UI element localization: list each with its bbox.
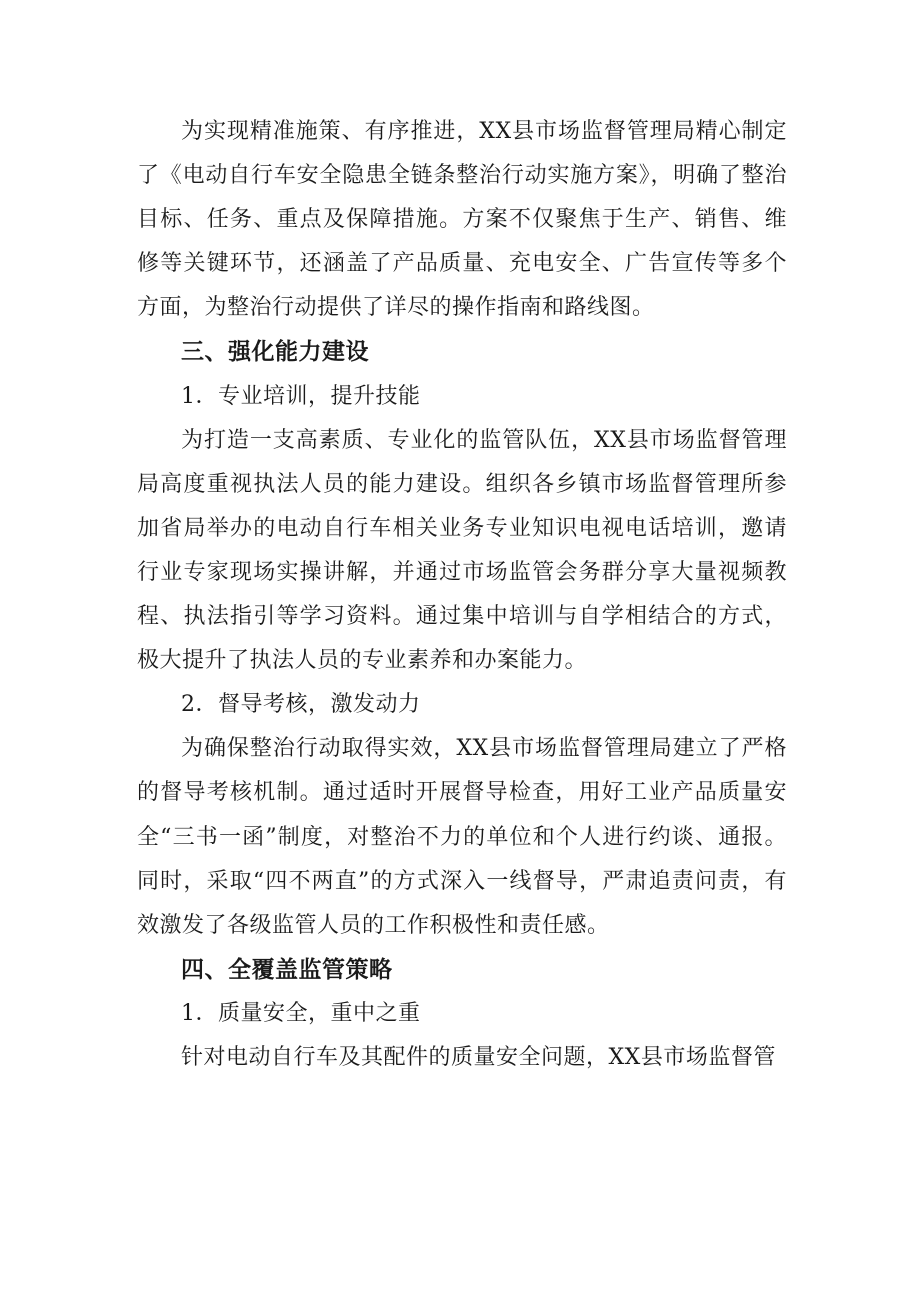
document-body [137, 110, 787, 1080]
subheading-quality-safety: 1．质量安全，重中之重 [181, 1000, 421, 1026]
subheading-supervision-assessment: 2．督导考核，激发动力 [181, 692, 421, 718]
section-heading-capacity-building: 三、强化能力建设 [181, 339, 369, 366]
paragraph-plan-overview: 为实现精准施策、有序推进，XX县市场监督管理局精心制定了《电动自行车安全隐患全链条整治行动实施方案》，明确了整治目标、任务、重点及保障措施。方案不仅聚焦于生产、销售、维修等关键环节，还涵盖了产品质量、充电安全、广告宣传等多个方面，为整治行动提供了详尽的操作指南和路线图。 [137, 119, 787, 321]
paragraph-training-details: 为打造一支高素质、专业化的监管队伍，XX县市场监督管理局高度重视执法人员的能力建设。组织各乡镇市场监督管理所参加省局举办的电动自行车相关业务专业知识电视电话培训，邀请行业专家现场实操讲解，并通过市场监管会务群分享大量视频教程、执法指引等学习资料。通过集中培训与自学相结合的方式，极大提升了执法人员的专业素养和办案能力。 [137, 427, 787, 674]
section-heading-full-coverage: 四、全覆盖监管策略 [181, 956, 393, 983]
subheading-professional-training: 1．专业培训，提升技能 [181, 383, 421, 409]
paragraph-supervision-details: 为确保整治行动取得实效，XX县市场监督管理局建立了严格的督导考核机制。通过适时开展督导检查，用好工业产品质量安全“三书一函”制度，对整治不力的单位和个人进行约谈、通报。同时，采取“四不两直”的方式深入一线督导，严肃追责问责，有效激发了各级监管人员的工作积极性和责任感。 [137, 736, 787, 938]
paragraph-quality-safety: 针对电动自行车及其配件的质量安全问题，XX县市场监督管 [181, 1044, 776, 1070]
